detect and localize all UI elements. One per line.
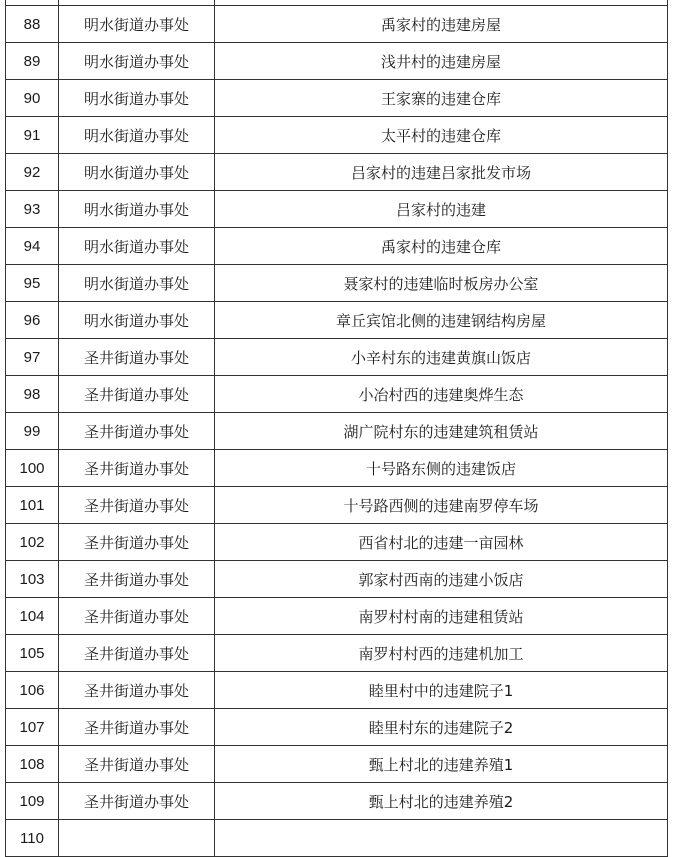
row-number-cell: 94 — [6, 228, 59, 265]
office-cell: 圣井街道办事处 — [59, 561, 215, 598]
violation-item-cell: 十号路西侧的违建南罗停车场 — [215, 487, 668, 524]
office-cell: 圣井街道办事处 — [59, 672, 215, 709]
table-row — [6, 80, 668, 117]
office-cell: 圣井街道办事处 — [59, 598, 215, 635]
office-cell: 圣井街道办事处 — [59, 746, 215, 783]
office-cell: 明水街道办事处 — [59, 265, 215, 302]
violation-item-cell: 南罗村村南的违建租赁站 — [215, 598, 668, 635]
office-cell: 圣井街道办事处 — [59, 487, 215, 524]
row-number-cell: 97 — [6, 339, 59, 376]
table-row — [6, 376, 668, 413]
row-number-cell: 90 — [6, 80, 59, 117]
table-row — [6, 117, 668, 154]
table-row — [6, 709, 668, 746]
row-number-cell: 89 — [6, 43, 59, 80]
table-row — [6, 820, 668, 857]
table-row — [6, 302, 668, 339]
table-row — [6, 635, 668, 672]
row-number-cell: 106 — [6, 672, 59, 709]
office-cell: 明水街道办事处 — [59, 6, 215, 43]
row-number-cell: 102 — [6, 524, 59, 561]
violation-item-cell: 湖广院村东的违建建筑租赁站 — [215, 413, 668, 450]
office-cell — [59, 820, 215, 857]
violation-item-cell — [215, 820, 668, 857]
violation-item-cell: 吕家村的违建吕家批发市场 — [215, 154, 668, 191]
table-row — [6, 598, 668, 635]
table-row — [6, 450, 668, 487]
table-row — [6, 43, 668, 80]
violation-item-cell: 浅井村的违建房屋 — [215, 43, 668, 80]
table-row — [6, 228, 668, 265]
row-number-cell: 110 — [6, 820, 59, 857]
table-row — [6, 6, 668, 43]
violation-item-cell: 甄上村北的违建养殖1 — [215, 746, 668, 783]
office-cell: 明水街道办事处 — [59, 191, 215, 228]
table-row — [6, 191, 668, 228]
office-cell: 明水街道办事处 — [59, 302, 215, 339]
row-number-cell: 96 — [6, 302, 59, 339]
row-number-cell: 91 — [6, 117, 59, 154]
row-number-cell: 107 — [6, 709, 59, 746]
office-cell: 明水街道办事处 — [59, 80, 215, 117]
office-cell: 圣井街道办事处 — [59, 450, 215, 487]
violation-item-cell: 吕家村的违建 — [215, 191, 668, 228]
row-number-cell: 98 — [6, 376, 59, 413]
office-cell: 明水街道办事处 — [59, 228, 215, 265]
table-body — [6, 0, 668, 857]
table-row — [6, 265, 668, 302]
table-row — [6, 487, 668, 524]
row-number-cell: 101 — [6, 487, 59, 524]
row-number-cell: 99 — [6, 413, 59, 450]
office-cell: 明水街道办事处 — [59, 154, 215, 191]
office-cell: 圣井街道办事处 — [59, 635, 215, 672]
violation-item-cell: 章丘宾馆北侧的违建钢结构房屋 — [215, 302, 668, 339]
table-row — [6, 413, 668, 450]
row-number-cell: 108 — [6, 746, 59, 783]
table-row — [6, 154, 668, 191]
office-cell: 圣井街道办事处 — [59, 376, 215, 413]
violation-item-cell: 小冶村西的违建奥烨生态 — [215, 376, 668, 413]
table-row — [6, 746, 668, 783]
table-row — [6, 561, 668, 598]
office-cell: 明水街道办事处 — [59, 117, 215, 154]
table-row — [6, 672, 668, 709]
violation-item-cell: 郭家村西南的违建小饭店 — [215, 561, 668, 598]
table-row — [6, 339, 668, 376]
office-cell: 圣井街道办事处 — [59, 709, 215, 746]
office-cell: 圣井街道办事处 — [59, 524, 215, 561]
violation-item-cell: 太平村的违建仓库 — [215, 117, 668, 154]
violation-item-cell: 睦里村中的违建院子1 — [215, 672, 668, 709]
table-row — [6, 524, 668, 561]
row-number-cell: 88 — [6, 6, 59, 43]
office-cell: 明水街道办事处 — [59, 43, 215, 80]
violation-item-cell: 王家寨的违建仓库 — [215, 80, 668, 117]
violation-item-cell: 禹家村的违建房屋 — [215, 6, 668, 43]
row-number-cell: 95 — [6, 265, 59, 302]
office-cell: 圣井街道办事处 — [59, 413, 215, 450]
violation-item-cell: 禹家村的违建仓库 — [215, 228, 668, 265]
row-number-cell: 92 — [6, 154, 59, 191]
violation-item-cell: 西省村北的违建一亩园林 — [215, 524, 668, 561]
violation-item-cell: 十号路东侧的违建饭店 — [215, 450, 668, 487]
violation-item-cell: 小辛村东的违建黄旗山饭店 — [215, 339, 668, 376]
violation-list-table — [5, 0, 668, 857]
row-number-cell: 103 — [6, 561, 59, 598]
row-number-cell: 93 — [6, 191, 59, 228]
table-row — [6, 783, 668, 820]
office-cell: 圣井街道办事处 — [59, 339, 215, 376]
office-cell: 圣井街道办事处 — [59, 783, 215, 820]
violation-item-cell: 南罗村村西的违建机加工 — [215, 635, 668, 672]
row-number-cell: 105 — [6, 635, 59, 672]
row-number-cell: 104 — [6, 598, 59, 635]
row-number-cell: 109 — [6, 783, 59, 820]
violation-item-cell: 聂家村的违建临时板房办公室 — [215, 265, 668, 302]
row-number-cell: 100 — [6, 450, 59, 487]
violation-item-cell: 甄上村北的违建养殖2 — [215, 783, 668, 820]
violation-item-cell: 睦里村东的违建院子2 — [215, 709, 668, 746]
